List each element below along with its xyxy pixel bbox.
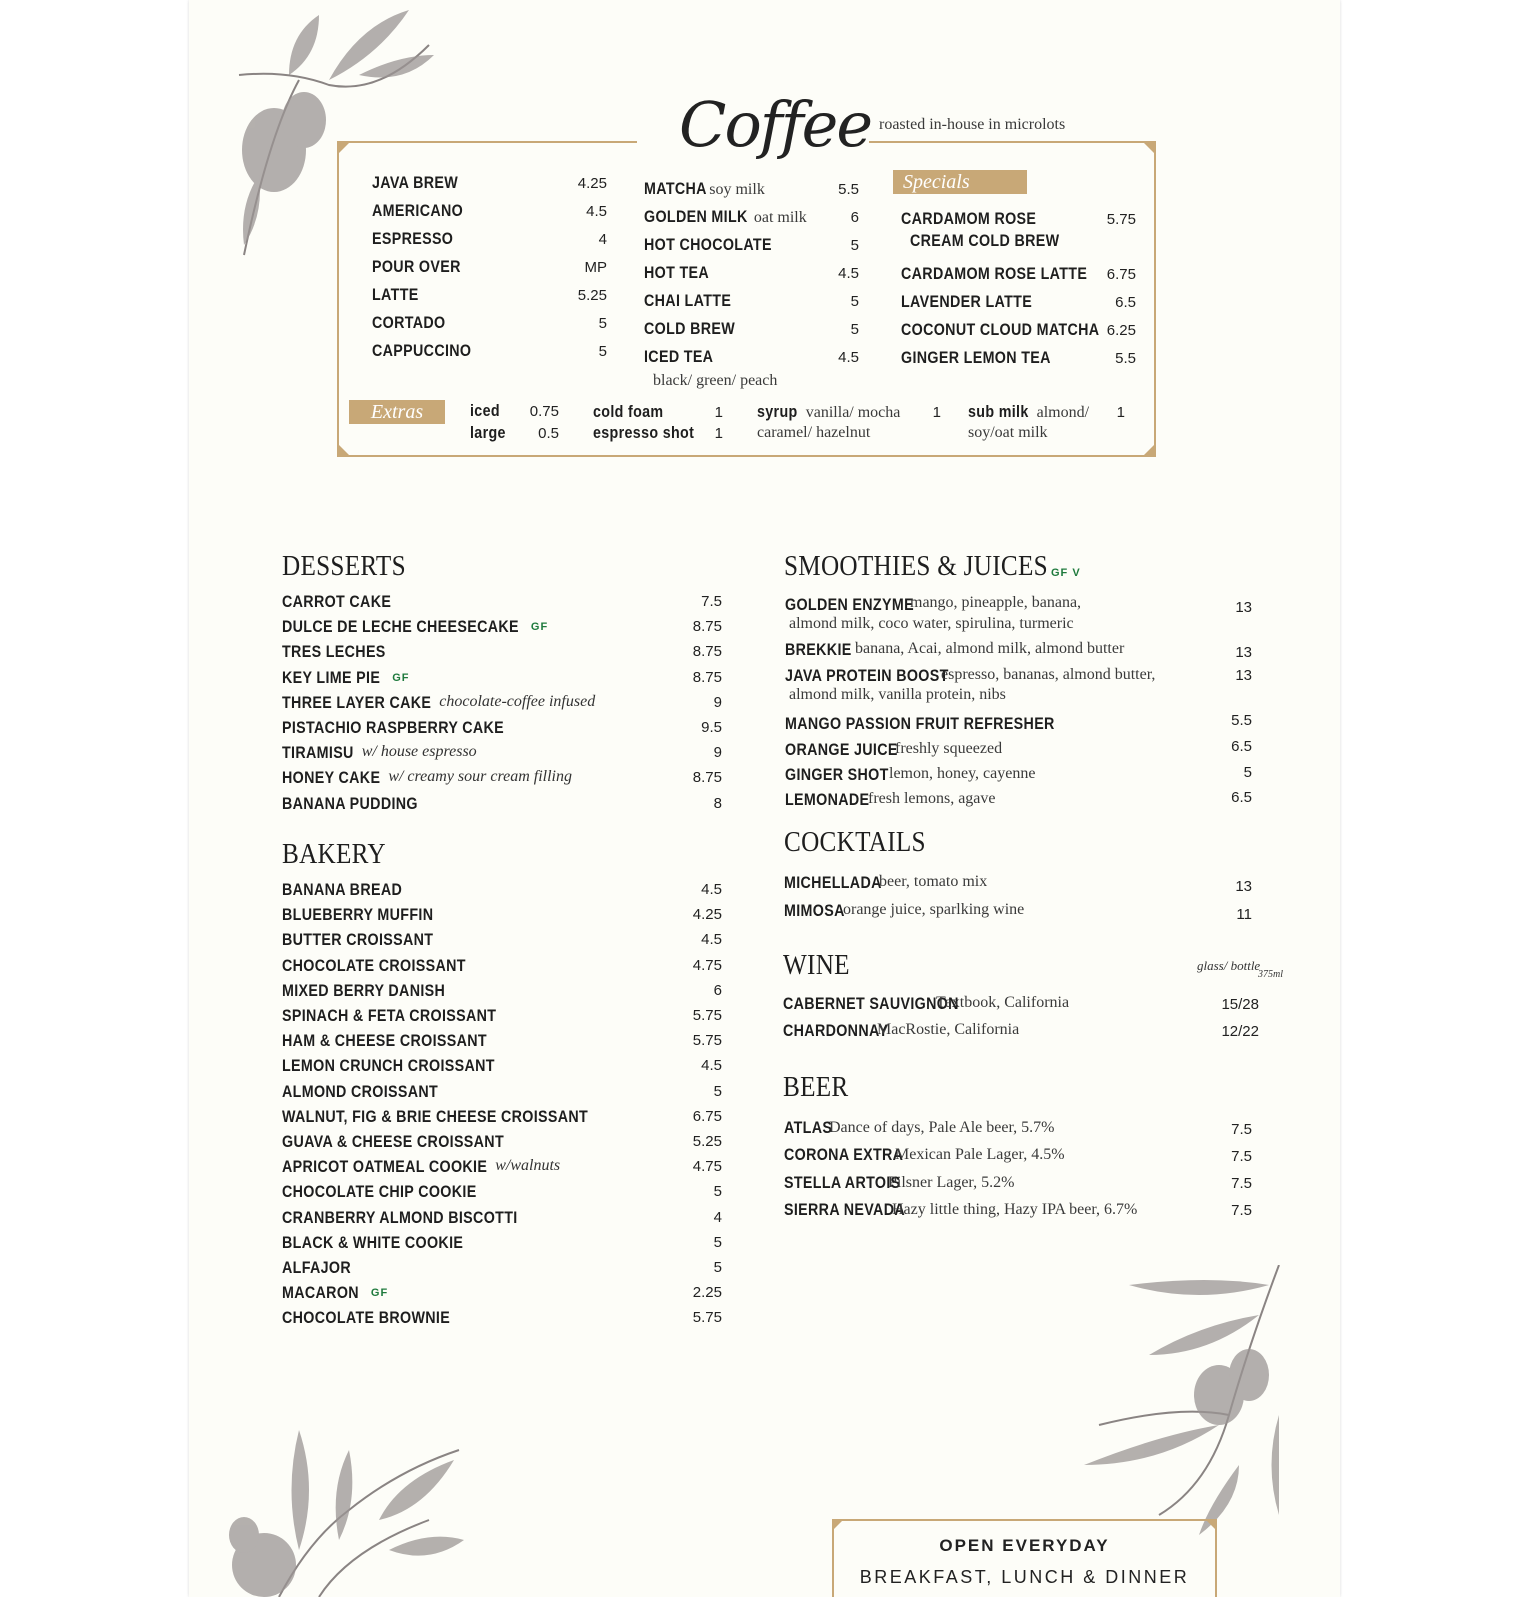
menu-item-name: AMERICANO — [372, 201, 464, 220]
extra-desc: caramel/ hazelnut — [757, 424, 871, 441]
list-item-text — [282, 880, 425, 900]
special-item-price: 5.5 — [1115, 350, 1136, 367]
list-item-text — [282, 930, 462, 950]
list-item — [282, 880, 722, 902]
list-item-text — [282, 1107, 646, 1127]
menu-item-price: 2.25 — [692, 1284, 722, 1302]
menu-item-desc: w/ house espresso — [361, 743, 477, 761]
menu-item-price: 4.5 — [586, 203, 607, 220]
menu-item-name: HAM & CHEESE CROISSANT — [282, 1031, 487, 1051]
extras-banner: Extras — [349, 400, 445, 424]
menu-item-name: GOLDEN MILK — [644, 207, 748, 226]
menu-page — [189, 0, 1340, 1597]
list-item — [282, 668, 722, 690]
list-item-text — [282, 668, 399, 688]
menu-item-desc: Pilsner Lager, 5.2% — [888, 1174, 1015, 1191]
list-item-text — [282, 1258, 364, 1278]
list-item-text — [282, 1233, 498, 1253]
list-item — [282, 1157, 722, 1179]
menu-item-price: 5.75 — [692, 1309, 722, 1327]
menu-item-price: 5 — [850, 237, 859, 254]
list-item-text — [282, 693, 460, 713]
menu-item-price: 13 — [1235, 599, 1252, 616]
menu-item-name: LEMONADE — [785, 790, 870, 809]
list-item-text — [282, 1157, 526, 1177]
list-item — [282, 1233, 722, 1255]
meal-service-label: BREAKFAST, LUNCH & DINNER — [859, 1567, 1190, 1587]
extra-price: 1 — [714, 425, 723, 442]
menu-item-name: ICED TEA — [644, 347, 714, 366]
section-heading: BEER — [783, 1072, 849, 1103]
menu-item-name: MICHELLADA — [784, 873, 882, 892]
special-item-price: 6.5 — [1115, 294, 1136, 311]
menu-item-name: CARROT CAKE — [282, 592, 392, 611]
menu-item-desc: chocolate-coffee infused — [439, 692, 596, 710]
menu-item-price: 5 — [850, 293, 859, 310]
extra-name: espresso shot — [593, 423, 695, 442]
menu-item-name: TRES LECHES — [282, 642, 386, 662]
list-item-text — [282, 1056, 535, 1076]
list-item-text — [282, 1006, 537, 1026]
menu-item-price: 8 — [713, 794, 722, 812]
menu-item-name: MIMOSA — [784, 901, 845, 920]
special-item-price: 6.25 — [1106, 322, 1136, 339]
menu-item-name: CHOCOLATE BROWNIE — [282, 1308, 451, 1328]
menu-item-name: ALFAJOR — [282, 1258, 351, 1277]
menu-item-price: 15/28 — [1221, 996, 1259, 1013]
list-item-text — [282, 1132, 546, 1152]
menu-item-name: JAVA PROTEIN BOOST — [785, 666, 949, 685]
menu-item-name: ESPRESSO — [372, 229, 454, 248]
iced-tea-options: black/ green/ peach — [653, 372, 778, 389]
menu-item-price: 5 — [598, 343, 607, 360]
menu-item-price: 7.5 — [1231, 1175, 1252, 1192]
menu-item-desc: freshly squeezed — [895, 740, 1003, 757]
menu-item-price: 13 — [1235, 644, 1252, 661]
menu-item-name: KEY LIME PIE — [282, 667, 381, 687]
menu-item-price: 6.75 — [692, 1107, 722, 1125]
list-item — [282, 1056, 722, 1078]
menu-item-name: BLACK & WHITE COOKIE — [282, 1232, 464, 1252]
menu-item-desc: w/ creamy sour cream filling — [388, 768, 572, 786]
special-item-name: COCONUT CLOUD MATCHA — [901, 320, 1100, 339]
list-item — [282, 794, 722, 816]
section-heading: DESSERTS — [282, 551, 406, 582]
menu-item-name: CABERNET SAUVIGNON — [783, 994, 959, 1013]
menu-item-name: HOT CHOCOLATE — [644, 235, 772, 254]
menu-item-name: SPINACH & FETA CROISSANT — [282, 1006, 497, 1025]
list-item-text — [282, 743, 367, 763]
special-item-price: 5.75 — [1106, 211, 1136, 228]
list-item — [282, 693, 722, 715]
open-everyday-label: OPEN EVERYDAY — [939, 1536, 1110, 1555]
list-item-text — [282, 981, 476, 1001]
menu-item-price: 5.5 — [838, 181, 859, 198]
extra-desc: soy/oat milk — [968, 424, 1048, 441]
list-item — [282, 956, 722, 978]
menu-item-price: 7.5 — [1231, 1202, 1252, 1219]
list-item-text — [282, 1031, 526, 1051]
coffee-box-left-border — [337, 141, 339, 457]
list-item — [282, 1208, 722, 1230]
dietary-tag: GF — [530, 621, 549, 634]
menu-item-price: 11 — [1236, 906, 1252, 923]
section-heading: SMOOTHIES & JUICES — [784, 551, 1048, 582]
list-item-text — [282, 718, 546, 738]
menu-item-price: 5 — [598, 315, 607, 332]
corner-ornament-icon — [337, 141, 351, 155]
menu-item-name: BLUEBERRY MUFFIN — [282, 905, 434, 925]
menu-item-price: 9 — [713, 693, 722, 711]
coffee-box-top-border-right — [869, 141, 1156, 143]
menu-item-price: 5.25 — [692, 1133, 722, 1150]
list-item-text — [282, 617, 564, 637]
menu-item-price: 12/22 — [1221, 1023, 1259, 1040]
menu-item-price: 6.5 — [1231, 789, 1252, 806]
special-item-name: CARDAMOM ROSE LATTE — [901, 264, 1088, 283]
menu-item-price: 13 — [1235, 878, 1252, 895]
menu-item-name: BANANA PUDDING — [282, 793, 418, 813]
menu-item-name: HOT TEA — [644, 263, 710, 282]
wine-serving-size: 375ml — [1258, 969, 1283, 980]
list-item — [282, 1132, 722, 1154]
menu-item-desc: orange juice, sparlking wine — [843, 901, 1025, 918]
menu-item-name: HONEY CAKE — [282, 768, 381, 788]
coffee-subtitle: roasted in-house in microlots — [879, 116, 1066, 133]
menu-item-desc-line2: almond milk, coco water, spirulina, turmeric — [789, 615, 1074, 632]
dietary-tag: GF V — [1051, 567, 1081, 579]
list-item-text — [282, 1283, 374, 1303]
menu-item-price: 4 — [713, 1208, 722, 1226]
menu-item-desc: Hazy little thing, Hazy IPA beer, 6.7% — [892, 1201, 1138, 1218]
menu-item-price: 9.5 — [701, 719, 722, 736]
menu-item-name: GINGER SHOT — [785, 765, 889, 784]
menu-item-name: PISTACHIO RASPBERRY CAKE — [282, 718, 505, 737]
list-item — [282, 718, 722, 740]
menu-item-desc: Textbook, California — [936, 994, 1070, 1011]
menu-item-name: LEMON CRUNCH CROISSANT — [282, 1056, 495, 1076]
list-item-text — [282, 956, 501, 976]
menu-item-name: COLD BREW — [644, 319, 736, 338]
list-item-text — [282, 1182, 514, 1202]
menu-item-name: THREE LAYER CAKE — [282, 692, 432, 712]
menu-item-price: 4.5 — [701, 931, 722, 949]
menu-item-name: CORONA EXTRA — [784, 1145, 904, 1164]
extra-desc: almond/ — [1036, 404, 1090, 421]
list-item-text — [282, 592, 412, 612]
menu-item-price: 8.75 — [692, 643, 722, 661]
extra-name: cold foam — [593, 402, 664, 421]
olive-branch-illustration-bottom-right — [1079, 1265, 1289, 1535]
menu-item-desc: mango, pineapple, banana, — [910, 594, 1082, 611]
menu-item-name: BUTTER CROISSANT — [282, 930, 434, 950]
menu-item-name: LATTE — [372, 285, 419, 304]
dietary-tag: GF — [370, 1287, 389, 1300]
menu-item-desc: lemon, honey, cayenne — [889, 765, 1036, 782]
menu-item-name: CAPPUCCINO — [372, 341, 472, 360]
list-item-text — [282, 905, 462, 925]
menu-item-name: CORTADO — [372, 313, 446, 332]
menu-item-price: 5.5 — [1231, 712, 1252, 729]
corner-ornament-icon — [1205, 1519, 1217, 1531]
olive-branch-illustration-top-left — [229, 5, 439, 260]
menu-item-desc: Dance of days, Pale Ale beer, 5.7% — [829, 1119, 1055, 1136]
menu-item-price: 4.5 — [701, 1057, 722, 1075]
list-item — [282, 1308, 722, 1330]
coffee-box-top-border-left — [337, 141, 637, 143]
menu-item-name: ATLAS — [784, 1118, 833, 1137]
menu-item-name: ORANGE JUICE — [785, 740, 898, 759]
menu-item-name: CHAI LATTE — [644, 291, 732, 310]
menu-item-name: ALMOND CROISSANT — [282, 1081, 439, 1101]
extra-desc: vanilla/ mocha — [805, 404, 901, 421]
menu-item-price: 6.5 — [1231, 738, 1252, 755]
list-item — [282, 1031, 722, 1053]
menu-item-name: CHOCOLATE CROISSANT — [282, 955, 466, 975]
list-item — [282, 592, 722, 614]
menu-item-price: 7.5 — [1231, 1148, 1252, 1165]
list-item-text — [282, 794, 444, 814]
dietary-tag: GF — [392, 671, 410, 684]
menu-item-desc: Mexican Pale Lager, 4.5% — [895, 1146, 1065, 1163]
extra-name: iced — [470, 401, 500, 420]
menu-item-name: MACARON — [282, 1283, 359, 1303]
menu-item-price: 8.75 — [692, 618, 722, 636]
menu-item-price: 7.5 — [1231, 1121, 1252, 1138]
menu-item-price: 4.5 — [701, 881, 722, 898]
hours-box-top-border — [832, 1519, 1217, 1521]
menu-item-price: 5 — [713, 1233, 722, 1251]
section-heading: WINE — [783, 950, 850, 981]
menu-item-desc: soy milk — [709, 181, 765, 198]
menu-item-desc-line2: almond milk, vanilla protein, nibs — [789, 686, 1006, 703]
extra-price: 1 — [1116, 404, 1125, 421]
olive-branch-illustration-bottom-left — [229, 1430, 464, 1597]
menu-item-name: GOLDEN ENZYME — [785, 595, 914, 614]
menu-item-price: 5 — [1243, 764, 1252, 781]
menu-item-desc: beer, tomato mix — [879, 873, 988, 890]
extra-name: syrup — [757, 402, 798, 421]
menu-item-price: 5 — [713, 1259, 722, 1276]
list-item — [282, 617, 722, 639]
corner-ornament-icon — [1142, 141, 1156, 155]
extra-price: 0.5 — [538, 425, 559, 442]
menu-item-desc: espresso, bananas, almond butter, — [941, 666, 1156, 683]
extra-item — [968, 402, 1089, 422]
section-heading: BAKERY — [282, 839, 386, 870]
menu-item — [644, 207, 807, 227]
menu-item-price: 4.75 — [692, 1158, 722, 1176]
wine-serving-note: glass/ bottle — [1197, 958, 1261, 973]
special-item-name: GINGER LEMON TEA — [901, 348, 1051, 367]
list-item — [282, 1258, 722, 1280]
menu-item-price: 4.25 — [577, 175, 607, 192]
menu-item-price: 5.75 — [692, 1032, 722, 1050]
menu-item — [644, 179, 765, 199]
list-item — [282, 743, 722, 765]
list-item-text — [282, 1208, 562, 1228]
special-item-price: 6.75 — [1106, 266, 1136, 283]
list-item — [282, 930, 722, 952]
menu-item-name: BANANA BREAD — [282, 880, 403, 899]
list-item-text — [282, 1082, 468, 1102]
list-item — [282, 1107, 722, 1129]
extra-item — [757, 402, 900, 422]
special-item-name-line2: CREAM COLD BREW — [910, 231, 1060, 250]
list-item — [282, 981, 722, 1003]
extra-name: sub milk — [968, 402, 1029, 421]
special-item-name: CARDAMOM ROSE — [901, 209, 1037, 228]
menu-item-name: MATCHA — [644, 179, 707, 198]
menu-item-desc: oat milk — [753, 209, 807, 226]
menu-item-name: WALNUT, FIG & BRIE CHEESE CROISSANT — [282, 1106, 589, 1126]
menu-item-price: 4.25 — [692, 906, 722, 924]
menu-item-name: DULCE DE LECHE CHEESECAKE — [282, 617, 519, 637]
list-item — [282, 1283, 722, 1305]
menu-item-name: POUR OVER — [372, 257, 461, 276]
corner-ornament-icon — [1142, 443, 1156, 457]
menu-item-price: 4.75 — [692, 956, 722, 974]
menu-item-name: APRICOT OATMEAL COOKIE — [282, 1157, 488, 1177]
extra-price: 0.75 — [529, 403, 559, 420]
list-item — [282, 1006, 722, 1028]
menu-item-name: TIRAMISU — [282, 743, 354, 763]
menu-item-name: CHOCOLATE CHIP COOKIE — [282, 1182, 477, 1202]
menu-item-price: 5 — [850, 321, 859, 338]
corner-ornament-icon — [337, 443, 351, 457]
menu-item-desc: fresh lemons, agave — [868, 790, 996, 807]
menu-item-name: CHARDONNAY — [783, 1021, 889, 1040]
menu-item-price: 7.5 — [701, 593, 722, 610]
menu-item-price: MP — [584, 259, 607, 276]
menu-item-price: 5.75 — [692, 1007, 722, 1024]
menu-item-price: 4.5 — [838, 265, 859, 282]
menu-item-name: JAVA BREW — [372, 173, 459, 192]
menu-item-price: 5 — [713, 1183, 722, 1201]
extra-price: 1 — [714, 404, 723, 421]
extra-price: 1 — [932, 404, 941, 421]
list-item-text — [282, 1308, 482, 1328]
menu-item-price: 13 — [1235, 667, 1252, 684]
menu-item-name: SIERRA NEVADA — [784, 1200, 906, 1219]
menu-item-price: 4.5 — [838, 349, 859, 366]
menu-item-desc: w/walnuts — [495, 1157, 561, 1175]
list-item-text — [282, 642, 405, 662]
specials-banner: Specials — [893, 170, 1027, 194]
menu-item-price: 9 — [713, 744, 722, 762]
menu-item-price: 5 — [713, 1082, 722, 1100]
coffee-box-bottom-border — [337, 455, 1156, 457]
menu-item-desc: MacRostie, California — [877, 1021, 1020, 1038]
menu-item-name: CRANBERRY ALMOND BISCOTTI — [282, 1207, 518, 1227]
menu-item-price: 6 — [850, 209, 859, 226]
extra-name: large — [470, 423, 506, 442]
list-item — [282, 768, 722, 790]
menu-item-name: MIXED BERRY DANISH — [282, 980, 446, 1000]
section-heading: COCKTAILS — [784, 827, 926, 858]
menu-item-name: BREKKIE — [785, 640, 852, 659]
menu-item-name: MANGO PASSION FRUIT REFRESHER — [785, 714, 1055, 733]
menu-item-price: 4 — [598, 231, 607, 248]
list-item — [282, 1182, 722, 1204]
list-item — [282, 1082, 722, 1104]
special-item-name: LAVENDER LATTE — [901, 292, 1033, 311]
menu-item-price: 8.75 — [692, 668, 722, 686]
menu-item-price: 6 — [713, 981, 722, 999]
corner-ornament-icon — [832, 1519, 844, 1531]
coffee-title: Coffee — [679, 88, 872, 161]
list-item — [282, 642, 722, 664]
menu-item-price: 8.75 — [692, 769, 722, 787]
menu-item-price: 5.25 — [577, 287, 607, 304]
list-item — [282, 905, 722, 927]
menu-item-desc: banana, Acai, almond milk, almond butter — [855, 640, 1125, 657]
list-item-text — [282, 768, 399, 788]
menu-item-name: STELLA ARTOIS — [784, 1173, 901, 1192]
coffee-box-right-border — [1154, 141, 1156, 457]
menu-item-name: GUAVA & CHEESE CROISSANT — [282, 1132, 505, 1151]
